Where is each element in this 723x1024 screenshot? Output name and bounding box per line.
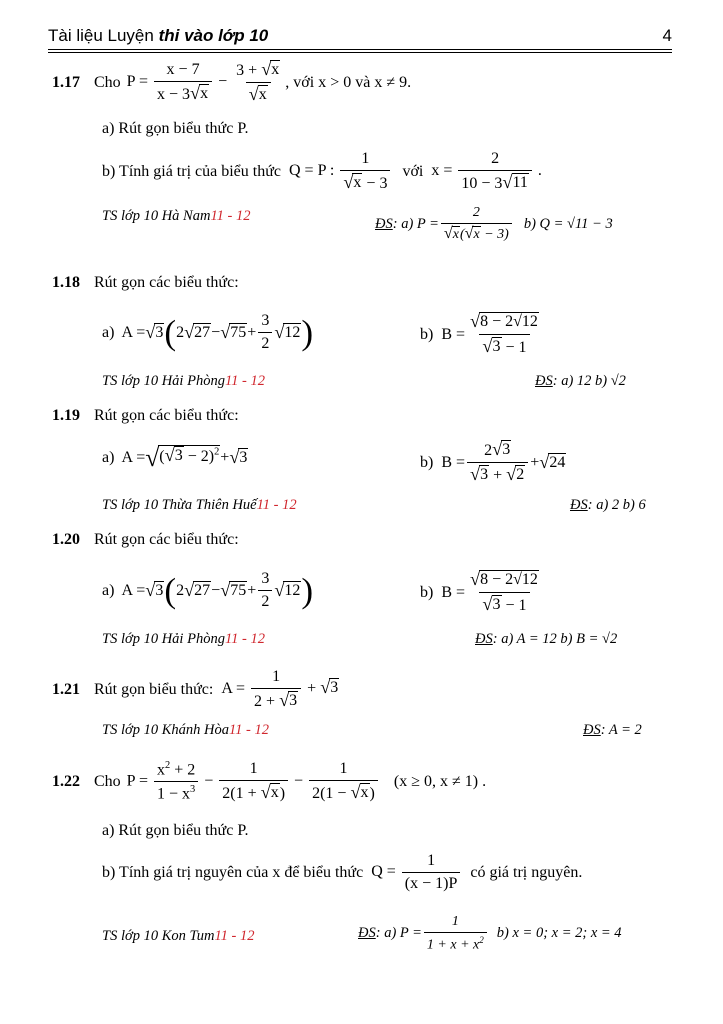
formula-q: Q = $\frac{1}{(x - 1)P}$ xyxy=(371,852,462,893)
source-1-18 xyxy=(102,373,265,390)
source-text: TS lớp 10 Kon Tum xyxy=(102,928,215,944)
source-year: 11 - 12 xyxy=(224,631,265,647)
problem-1-18-b: b) B = √ 8 − 2√12 √ 3 − 1 xyxy=(420,311,538,356)
problem-1-22-a: a) Rút gọn biểu thức P. xyxy=(102,822,249,839)
problem-1-19 xyxy=(52,407,239,425)
problem-1-17-b xyxy=(102,150,542,193)
answer-1-17: ĐS : a) P = 2 √ x ( √ x − 3) b) Q = √11 − 3 xyxy=(375,205,613,242)
answer-text: : a) 12 b) √2 xyxy=(552,373,626,389)
problem-title: Rút gọn các biểu thức: xyxy=(94,274,239,291)
problem-1-18-a: a) A = √ 3 ( 2 √ 27 − √ 75 + $\frac{3}{2}$ √ 12 ) xyxy=(102,312,314,352)
source-text: TS lớp 10 Thừa Thiên Huế xyxy=(102,497,257,513)
problem-number: 1.17 xyxy=(52,73,80,91)
ds-label: ĐS xyxy=(475,631,493,647)
answer-1-19 xyxy=(570,497,646,514)
problem-1-19-a: a) A = √ ( √ 3 − 2)$^2$ + √ 3 xyxy=(102,443,248,472)
answer-1-18 xyxy=(535,373,626,390)
ds-label: ĐS xyxy=(535,373,553,389)
answer-1-22: ĐS : a) P = $\frac{1}{1 + x + x^2}$ b) x = 0; x = 2; x = 4 xyxy=(358,914,622,953)
answer-text: : a) 2 b) 6 xyxy=(587,497,646,513)
source-year: 11 - 12 xyxy=(224,373,265,389)
answer-1-20 xyxy=(475,631,617,648)
source-text: TS lớp 10 Hải Phòng xyxy=(102,631,225,647)
condition: , với x > 0 và x ≠ 9. xyxy=(285,73,412,91)
source-1-19 xyxy=(102,497,297,514)
problem-1-20-b: b) B = √ 8 − 2√12 √ 3 − 1 xyxy=(420,569,538,614)
source-1-22 xyxy=(102,928,255,945)
ds-label: ĐS xyxy=(583,722,601,738)
cho-label: Cho xyxy=(94,73,121,91)
answer-a: : a) P = xyxy=(375,925,422,942)
problem-1-17 xyxy=(52,60,411,105)
voi-label: với xyxy=(402,162,424,180)
source-1-20 xyxy=(102,631,265,648)
formula-a: A = 1 2 + √ 3 + √ 3 xyxy=(221,668,339,710)
problem-number: 1.18 xyxy=(52,274,80,291)
page-number: 4 xyxy=(662,26,672,45)
part-b-text: b) Tính giá trị của biểu thức xyxy=(102,162,281,180)
problem-number: 1.20 xyxy=(52,531,80,548)
answer-text: : a) A = 12 b) B = √2 xyxy=(492,631,618,647)
source-1-21 xyxy=(102,722,269,739)
problem-number: 1.22 xyxy=(52,772,80,790)
problem-number: 1.19 xyxy=(52,407,80,424)
answer-1-21 xyxy=(583,722,642,739)
part-b-tail: có giá trị nguyên. xyxy=(470,863,583,881)
source-text: TS lớp 10 Hải Phòng xyxy=(102,373,225,389)
answer-b: b) Q = √11 − 3 xyxy=(523,215,613,232)
answer-text: : A = 2 xyxy=(600,722,642,738)
problem-1-20-a: a) A = √ 3 ( 2 √ 27 − √ 75 + $\frac{3}{2}$ √ 12 ) xyxy=(102,570,314,610)
problem-title: Rút gọn biểu thức: xyxy=(94,680,214,698)
ds-label: ĐS xyxy=(375,215,393,232)
problem-1-22 xyxy=(52,760,486,804)
formula-p: P = x − 7 x − 3 √ x − 3 + √ x √ x xyxy=(126,59,280,104)
problem-number: 1.21 xyxy=(52,680,80,698)
source-year: 11 - 12 xyxy=(214,928,255,944)
formula-x: x = 2 10 − 3 √ 11 . xyxy=(431,150,542,192)
header-title: Tài liệu Luyện thi vào lớp 10 xyxy=(48,26,269,45)
formula-q: Q = P : 1 √ x − 3 xyxy=(289,150,392,193)
source-year: 11 - 12 xyxy=(256,497,297,513)
problem-1-20 xyxy=(52,531,239,549)
answer-a: : a) P = xyxy=(392,215,439,232)
ds-label: ĐS xyxy=(570,497,588,513)
source-text: TS lớp 10 Khánh Hòa xyxy=(102,722,229,738)
problem-1-19-b: b) B = 2 √ 3 √ 3 + √ 2 + √ 24 xyxy=(420,439,566,484)
problem-1-21 xyxy=(52,668,339,711)
ds-label: ĐS xyxy=(358,925,376,942)
source-1-17 xyxy=(102,208,250,225)
cho-label: Cho xyxy=(94,772,121,790)
source-year: 11 - 12 xyxy=(228,722,269,738)
answer-b: b) x = 0; x = 2; x = 4 xyxy=(496,925,622,942)
problem-1-22-b xyxy=(102,852,582,893)
header-rule xyxy=(48,49,672,53)
problem-1-17-a: a) Rút gọn biểu thức P. xyxy=(102,120,249,137)
problem-title: Rút gọn các biểu thức: xyxy=(94,407,239,424)
formula-p: P = $\frac{x^2 + 2}{1 - x^3}$ − 1 2(1 + √ x ) − 1 2(1 − √ x ) xyxy=(127,760,380,804)
condition: (x ≥ 0, x ≠ 1) . xyxy=(393,772,487,790)
problem-1-18 xyxy=(52,274,239,292)
page-header xyxy=(48,26,672,50)
part-b-text: b) Tính giá trị nguyên của x để biểu thức xyxy=(102,863,364,881)
problem-title: Rút gọn các biểu thức: xyxy=(94,531,239,548)
source-year: 11 - 12 xyxy=(210,208,251,224)
source-text: TS lớp 10 Hà Nam xyxy=(102,208,211,224)
